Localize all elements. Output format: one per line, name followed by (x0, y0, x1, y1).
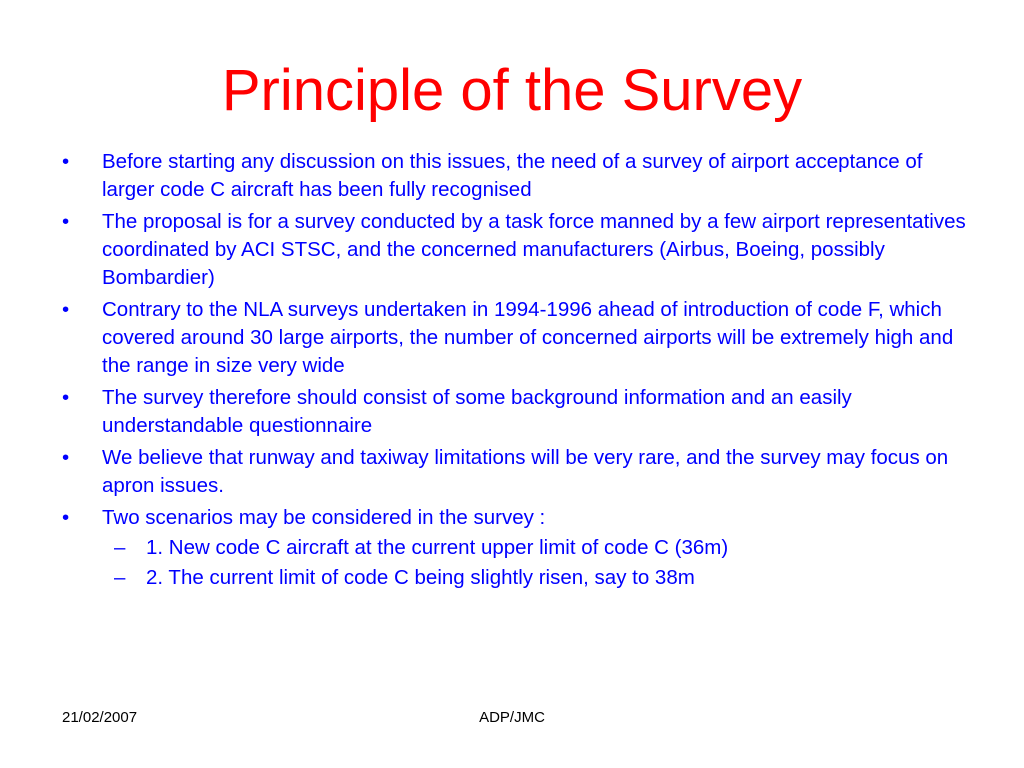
bullet-dot-icon: • (62, 298, 70, 321)
bullet-item (62, 148, 972, 204)
bullet-text: The proposal is for a survey conducted by a task force manned by a few airport representatives coordinated by ACI STSC, and the concerned manufacturers (Airbus, Boeing, possibly Bombardier) (102, 210, 966, 289)
bullet-dot-icon: • (62, 506, 70, 529)
sub-bullet-list (102, 534, 972, 592)
bullet-dot-icon: • (62, 150, 70, 173)
bullet-text: Two scenarios may be considered in the survey : (102, 506, 546, 529)
bullet-text: The survey therefore should consist of some background information and an easily understandable questionnaire (102, 386, 852, 437)
dash-icon: – (114, 536, 126, 559)
bullet-list (62, 148, 972, 596)
bullet-item (62, 444, 972, 500)
slide-title: Principle of the Survey (221, 58, 803, 123)
sub-bullet-text: 1. New code C aircraft at the current upper limit of code C (36m) (146, 536, 729, 559)
bullet-item (62, 296, 972, 380)
bullet-dot-icon: • (62, 386, 70, 409)
bullet-text: Before starting any discussion on this issues, the need of a survey of airport acceptance of larger code C aircraft has been fully recognised (102, 150, 923, 201)
bullet-dot-icon: • (62, 210, 70, 233)
bullet-item (62, 384, 972, 440)
dash-icon: – (114, 566, 126, 589)
bullet-item (62, 504, 972, 592)
bullet-dot-icon: • (62, 446, 70, 469)
bullet-text: We believe that runway and taxiway limitations will be very rare, and the survey may focus on apron issues. (102, 446, 949, 497)
footer-date: 21/02/2007 (62, 709, 138, 726)
sub-bullet-item (102, 534, 972, 562)
footer-author: ADP/JMC (479, 709, 545, 726)
sub-bullet-item (102, 564, 972, 592)
bullet-text: Contrary to the NLA surveys undertaken in 1994-1996 ahead of introduction of code F, which covered around 30 large airports, the number of concerned airports will be extremely high and the range in size very wide (102, 298, 954, 377)
bullet-item (62, 208, 972, 292)
sub-bullet-text: 2. The current limit of code C being slightly risen, say to 38m (146, 566, 695, 589)
